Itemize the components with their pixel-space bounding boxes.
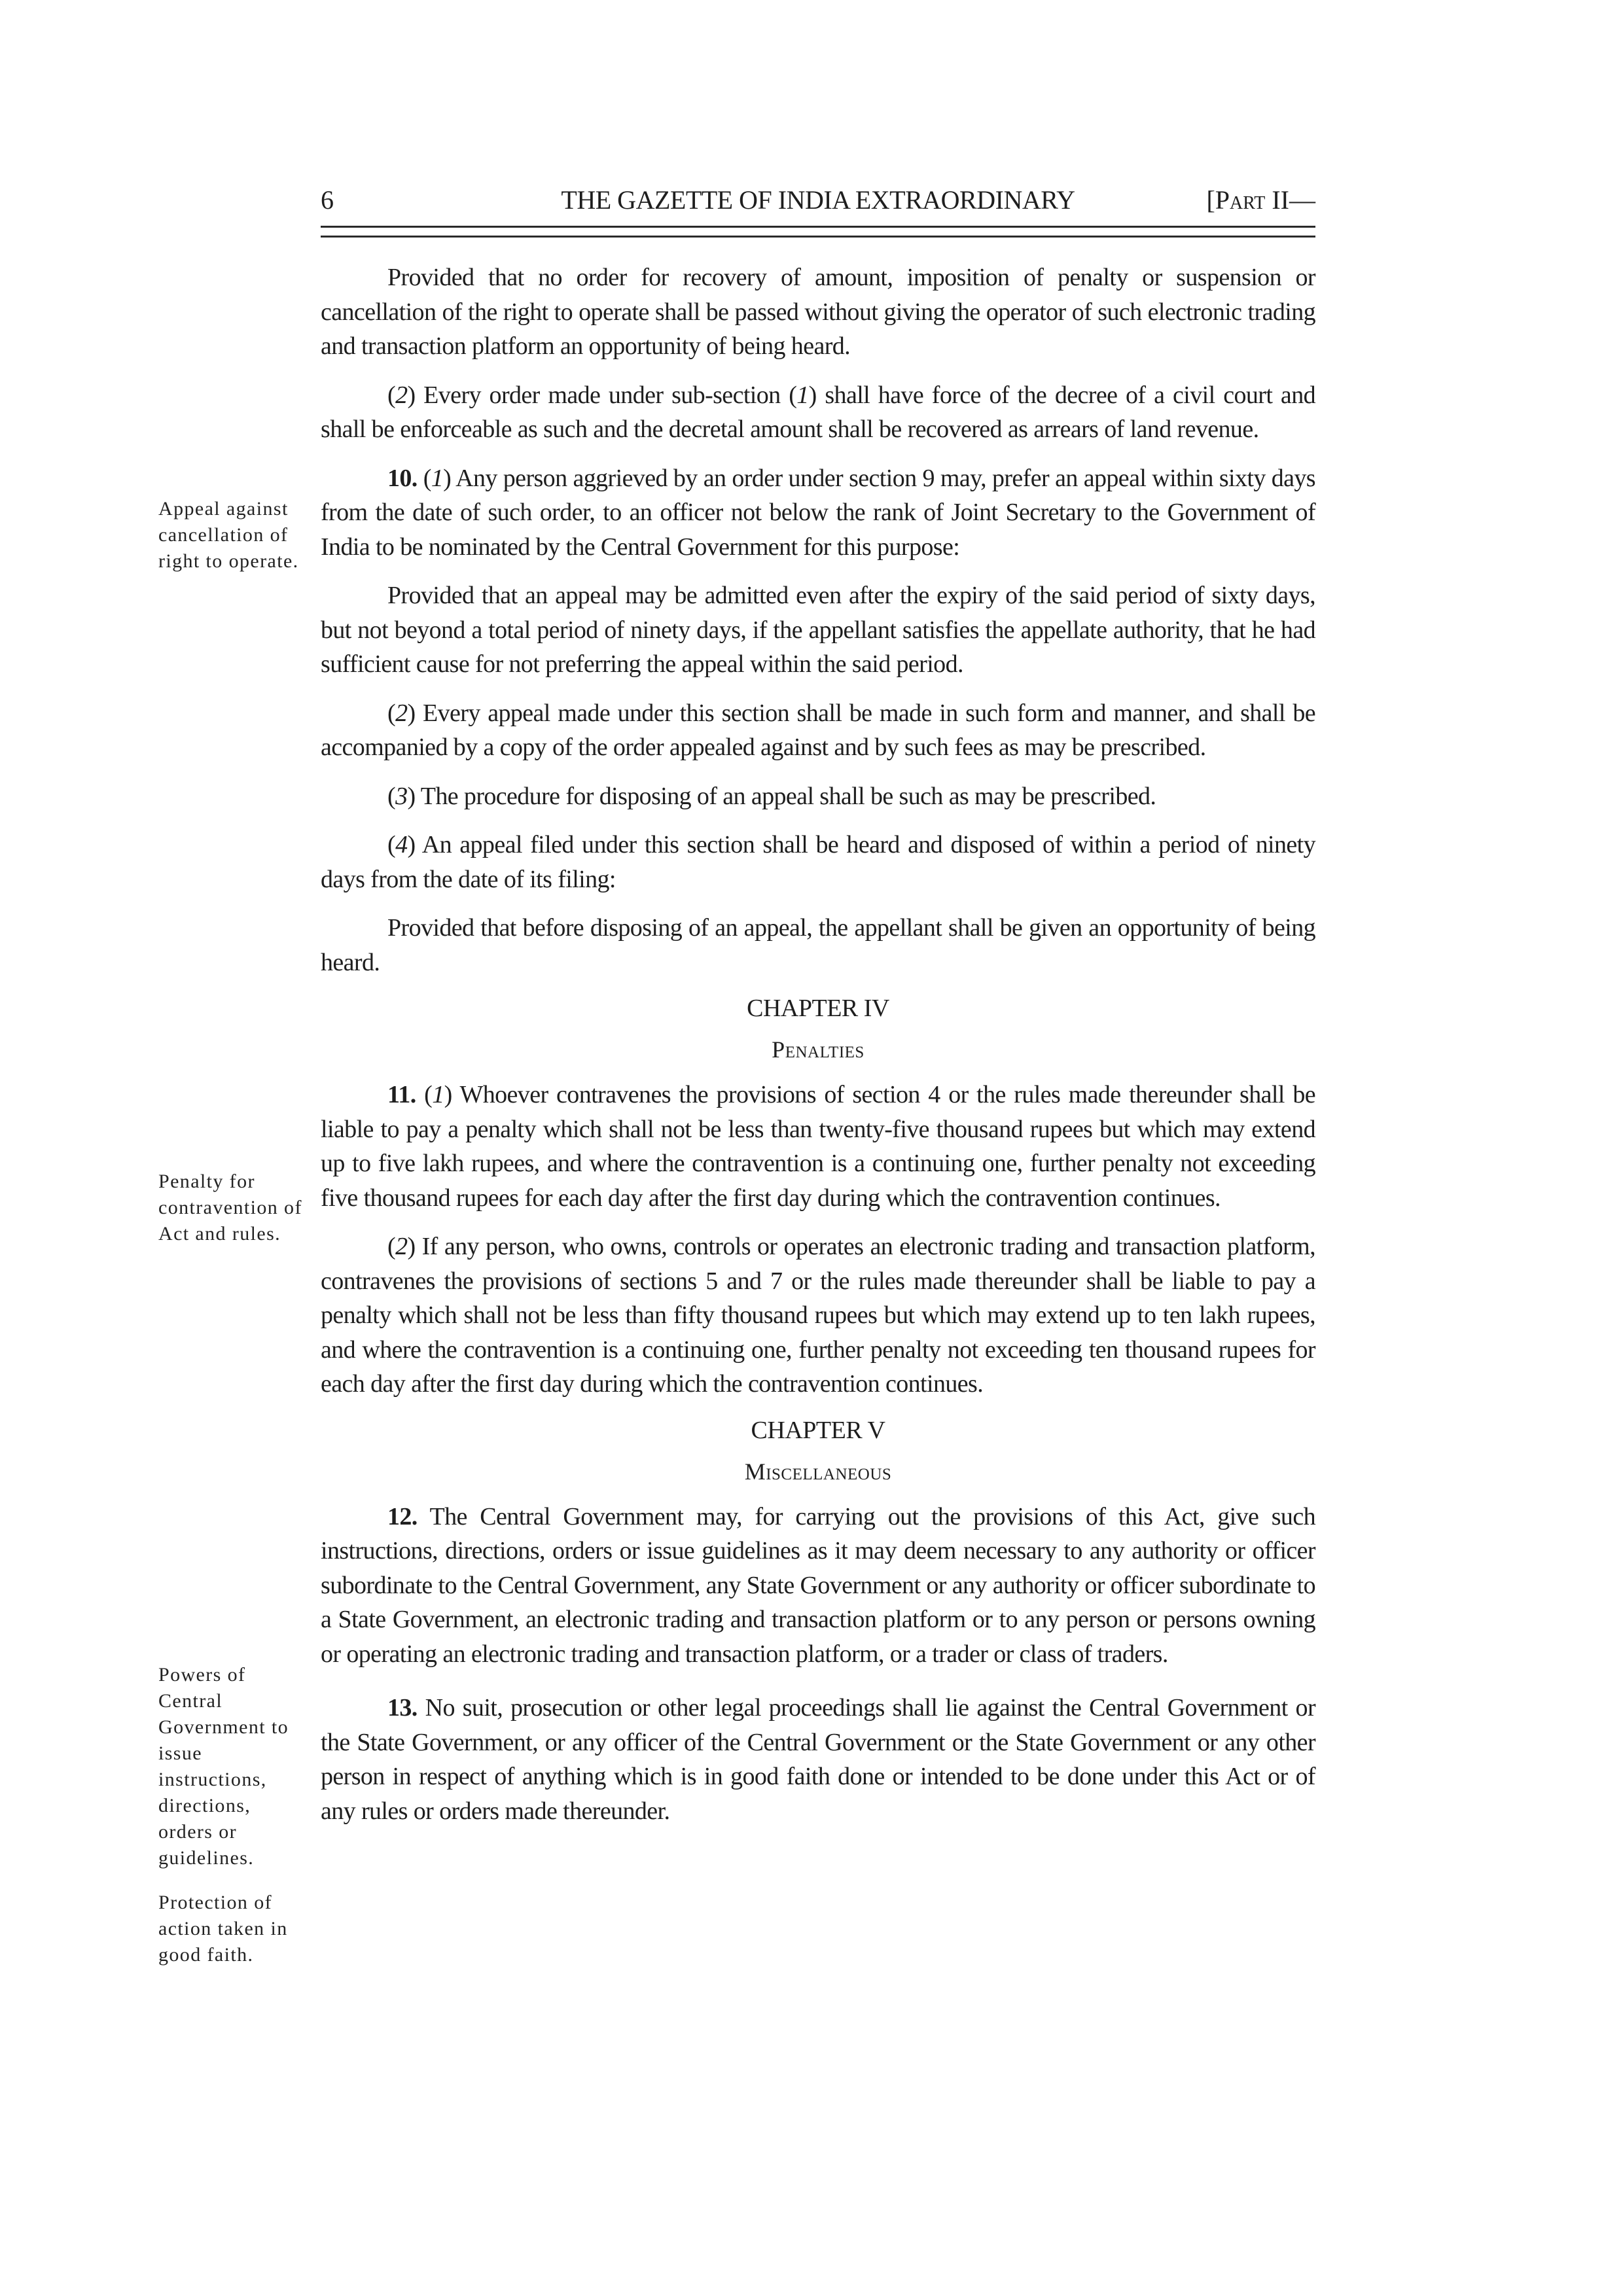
subsection-number: 3 xyxy=(395,782,408,810)
section-text: ) Every appeal made under this section shall be made in such form and manner, and shall be accompanied by a copy of the order appealed against and by such fees as may be prescribed. xyxy=(321,699,1315,761)
subsection-text-a: ) Every order made under sub-section ( xyxy=(407,381,797,409)
part-suffix: II— xyxy=(1265,185,1315,215)
paren: ( xyxy=(387,782,396,810)
part-word: Part xyxy=(1215,185,1266,215)
header-rule-top xyxy=(321,226,1315,228)
body-text xyxy=(321,260,1315,1843)
section-number: 10. xyxy=(387,464,418,492)
subsection-number: 4 xyxy=(395,831,408,858)
section-10-4 xyxy=(321,828,1315,896)
section-10-3 xyxy=(321,779,1315,814)
chapter-v-title: CHAPTER V xyxy=(751,1416,885,1444)
margin-note-powers: Powers of Central Government to issue instructions, directions, orders or guidelines. xyxy=(158,1664,289,1869)
section-10-1 xyxy=(321,461,1315,565)
subsection-number: 2 xyxy=(395,1233,408,1260)
chapter-iv-subtitle: Penalties xyxy=(772,1036,865,1063)
subsection-ref: 1 xyxy=(796,381,809,409)
paren: ( xyxy=(387,1233,396,1260)
section-13 xyxy=(321,1691,1315,1828)
section-11-1 xyxy=(321,1078,1315,1215)
paren: ( xyxy=(417,464,431,492)
section-10-proviso: Provided that an appeal may be admitted even after the expiry of the said period of sixty days, but not beyond a total period of ninety days, if the appellant satisfies the appellate authority, that he had sufficient cause for not preferring the appeal within the said period. xyxy=(321,582,1315,678)
chapter-v-subtitle: Miscellaneous xyxy=(744,1458,892,1485)
paren: ( xyxy=(387,831,396,858)
section-text: ) An appeal filed under this section shall be heard and disposed of within a period of ninety days from the date of its filing: xyxy=(321,831,1315,893)
chapter-iv-title: CHAPTER IV xyxy=(747,995,889,1022)
section-number: 12. xyxy=(387,1502,418,1530)
section-10-2 xyxy=(321,696,1315,765)
section-12 xyxy=(321,1500,1315,1672)
subsection-number: 1 xyxy=(431,464,444,492)
paren: ( xyxy=(387,699,396,727)
section-text: ) The procedure for disposing of an appeal shall be such as may be prescribed. xyxy=(407,782,1156,810)
header-rule-bottom xyxy=(321,236,1315,238)
paren: ( xyxy=(387,381,396,409)
page-number: 6 xyxy=(321,185,334,215)
section-number: 13. xyxy=(387,1694,418,1722)
section-text: ) Whoever contravenes the provisions of section 4 or the rules made thereunder shall be liable to pay a penalty which shall not be less than twenty-five thousand rupees but which may extend up to five lakh rupees, and where the contravention is a continuing one, further penalty not exceeding five thousand rupees for each day after the first day during which the contravention continues. xyxy=(321,1081,1315,1212)
margin-note-protection: Protection of action taken in good faith. xyxy=(158,1892,288,1966)
subsection-number: 2 xyxy=(395,381,408,409)
section-number: 11. xyxy=(387,1081,416,1108)
section-text: The Central Government may, for carrying out the provisions of this Act, give such instructions, directions, orders or issue guidelines as it may deem necessary to any authority or officer subordinate to the Central Government, any State Government or any authority or officer subordinate to a State Government, an electronic trading and transaction platform or to any person or persons owning or operating an electronic trading and transaction platform, or a trader or class of traders. xyxy=(321,1502,1315,1668)
paren: ( xyxy=(416,1081,433,1108)
subsection-text-b: ) shall have force of the decree of a civil court and shall be enforceable as such and the decretal amount shall be recovered as arrears of land revenue. xyxy=(321,381,1315,443)
page-header xyxy=(321,185,1315,224)
subsection-9-2 xyxy=(321,378,1315,447)
subsection-number: 1 xyxy=(432,1081,444,1108)
part-bracket: [ xyxy=(1206,185,1215,215)
gazette-title: THE GAZETTE OF INDIA EXTRAORDINARY xyxy=(561,185,1075,215)
section-text: No suit, prosecution or other legal proceedings shall lie against the Central Government or the State Government, or any officer of the Central Government or the State Government or any other person in respect of anything which is in good faith done or intended to be done under this Act or of any rules or orders made thereunder. xyxy=(321,1694,1315,1825)
margin-note-appeal: Appeal against cancellation of right to operate. xyxy=(158,498,299,572)
part-label xyxy=(1206,185,1315,215)
subsection-number: 2 xyxy=(395,699,408,727)
section-text: ) If any person, who owns, controls or operates an electronic trading and transaction platform, contravenes the provisions of sections 5 and 7 or the rules made thereunder shall be liable to pay a penalty which shall not be less than fifty thousand rupees but which may extend up to ten lakh rupees, and where the contravention is a continuing one, further penalty not exceeding ten thousand rupees for each day after the first day during which the contravention continues. xyxy=(321,1233,1315,1398)
margin-note-penalty: Penalty for contravention of Act and rules. xyxy=(158,1171,302,1245)
section-text: ) Any person aggrieved by an order under section 9 may, prefer an appeal within sixty days from the date of such order, to an officer not below the rank of Joint Secretary to the Government of India to be nominated by the Central Government for this purpose: xyxy=(321,464,1315,561)
section-11-2 xyxy=(321,1229,1315,1402)
proviso-paragraph: Provided that no order for recovery of amount, imposition of penalty or suspension or cancellation of the right to operate shall be passed without giving the operator of such electronic trading and transaction platform an opportunity of being heard. xyxy=(321,264,1315,360)
section-10-4-proviso: Provided that before disposing of an appeal, the appellant shall be given an opportunity of being heard. xyxy=(321,914,1315,976)
